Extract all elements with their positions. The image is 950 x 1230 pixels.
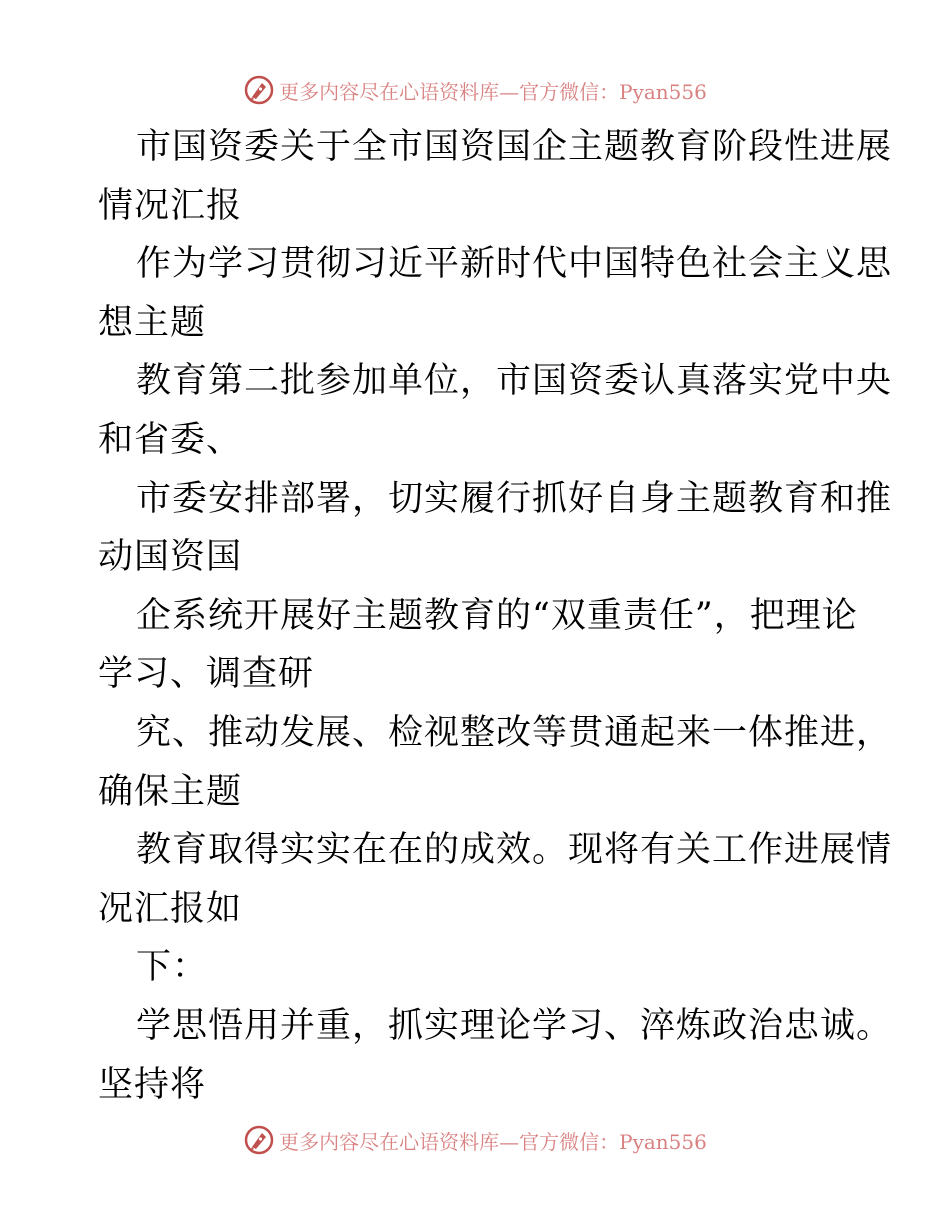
text-line: 企系统开展好主题教育的“双重责任”，把理论	[136, 595, 858, 636]
text-line: 情况汇报	[98, 185, 243, 226]
text-line: 学思悟用并重，抓实理论学习、淬炼政治忠诚。	[136, 1005, 893, 1046]
text-line: 坚持将	[98, 1064, 207, 1105]
watermark-text: 更多内容尽在心语资料库—官方微信：Pyan556	[279, 1129, 707, 1154]
text-line: 市委安排部署，切实履行抓好自身主题教育和推	[136, 478, 893, 519]
text-line: 动国资国	[98, 537, 243, 578]
text-line: 下：	[136, 947, 209, 988]
text-line: 确保主题	[98, 771, 243, 812]
pen-nib-logo-icon	[243, 74, 275, 106]
text-line: 作为学习贯彻习近平新时代中国特色社会主义思	[136, 244, 893, 285]
text-line: 究、推动发展、检视整改等贯通起来一体推进，	[136, 712, 893, 753]
document-body	[98, 118, 893, 1114]
text-line: 学习、调查研	[98, 654, 315, 695]
watermark-text: 更多内容尽在心语资料库—官方微信：Pyan556	[279, 79, 707, 104]
text-line: 况汇报如	[98, 888, 243, 929]
text-line: 教育取得实实在在的成效。现将有关工作进展情	[136, 830, 893, 871]
text-line: 市国资委关于全市国资国企主题教育阶段性进展	[136, 127, 893, 167]
text-line: 教育第二批参加单位，市国资委认真落实党中央	[136, 361, 893, 402]
text-line: 想主题	[98, 302, 207, 343]
footer-watermark	[0, 1120, 950, 1160]
header-watermark	[0, 70, 950, 110]
pen-nib-logo-icon	[243, 1124, 275, 1156]
text-line: 和省委、	[98, 419, 243, 460]
